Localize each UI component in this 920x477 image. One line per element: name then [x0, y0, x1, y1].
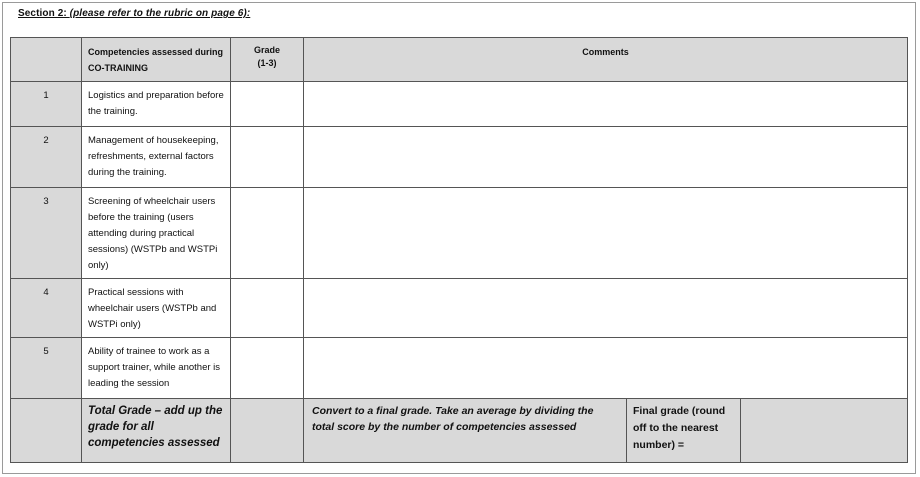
- total-number-cell: [11, 399, 82, 463]
- row-competency: Management of housekeeping, refreshments, external factors during the training.: [82, 127, 231, 188]
- total-row: [11, 399, 908, 463]
- header-grade-line1: Grade: [253, 45, 280, 55]
- final-grade-cell[interactable]: [741, 399, 908, 463]
- row-competency: Screening of wheelchair users before the training (users attending during practical sessions) (WSTPb and WSTPi only): [82, 188, 231, 279]
- header-number-cell: [11, 38, 82, 82]
- row-competency: Practical sessions with wheelchair users (WSTPb and WSTPi only): [82, 279, 231, 338]
- comments-cell[interactable]: [304, 338, 908, 399]
- convert-label: Convert to a final grade. Take an average by dividing the total score by the number of competencies assessed: [304, 399, 627, 463]
- header-comments: Comments: [304, 38, 908, 82]
- grade-cell[interactable]: [231, 338, 304, 399]
- section-title: [18, 8, 250, 19]
- final-grade-label: Final grade (round off to the nearest number) =: [627, 399, 741, 463]
- table-row: [11, 127, 908, 188]
- row-competency: Ability of trainee to work as a support trainer, while another is leading the session: [82, 338, 231, 399]
- total-grade-cell[interactable]: [231, 399, 304, 463]
- header-competencies-line2: CO-TRAINING: [88, 63, 148, 73]
- table-row: [11, 188, 908, 279]
- row-competency: Logistics and preparation before the training.: [82, 82, 231, 127]
- header-competencies-line1: Competencies assessed during: [88, 47, 224, 57]
- competency-table: [10, 37, 908, 463]
- row-number: 5: [11, 338, 82, 399]
- header-grade-line2: (1-3): [257, 58, 277, 68]
- comments-cell[interactable]: [304, 279, 908, 338]
- header-row: [11, 38, 908, 82]
- table-row: [11, 279, 908, 338]
- row-number: 1: [11, 82, 82, 127]
- comments-cell[interactable]: [304, 127, 908, 188]
- total-grade-label: Total Grade – add up the grade for all competencies assessed: [82, 399, 231, 463]
- grade-cell[interactable]: [231, 279, 304, 338]
- header-grade: [231, 38, 304, 82]
- comments-cell[interactable]: [304, 188, 908, 279]
- section-title-prefix: Section 2:: [18, 8, 70, 19]
- comments-cell[interactable]: [304, 82, 908, 127]
- grade-cell[interactable]: [231, 82, 304, 127]
- grade-cell[interactable]: [231, 188, 304, 279]
- row-number: 3: [11, 188, 82, 279]
- table-row: [11, 82, 908, 127]
- grade-cell[interactable]: [231, 127, 304, 188]
- row-number: 2: [11, 127, 82, 188]
- row-number: 4: [11, 279, 82, 338]
- table-row: [11, 338, 908, 399]
- header-competencies: [82, 38, 231, 82]
- section-title-note: (please refer to the rubric on page 6):: [69, 8, 251, 19]
